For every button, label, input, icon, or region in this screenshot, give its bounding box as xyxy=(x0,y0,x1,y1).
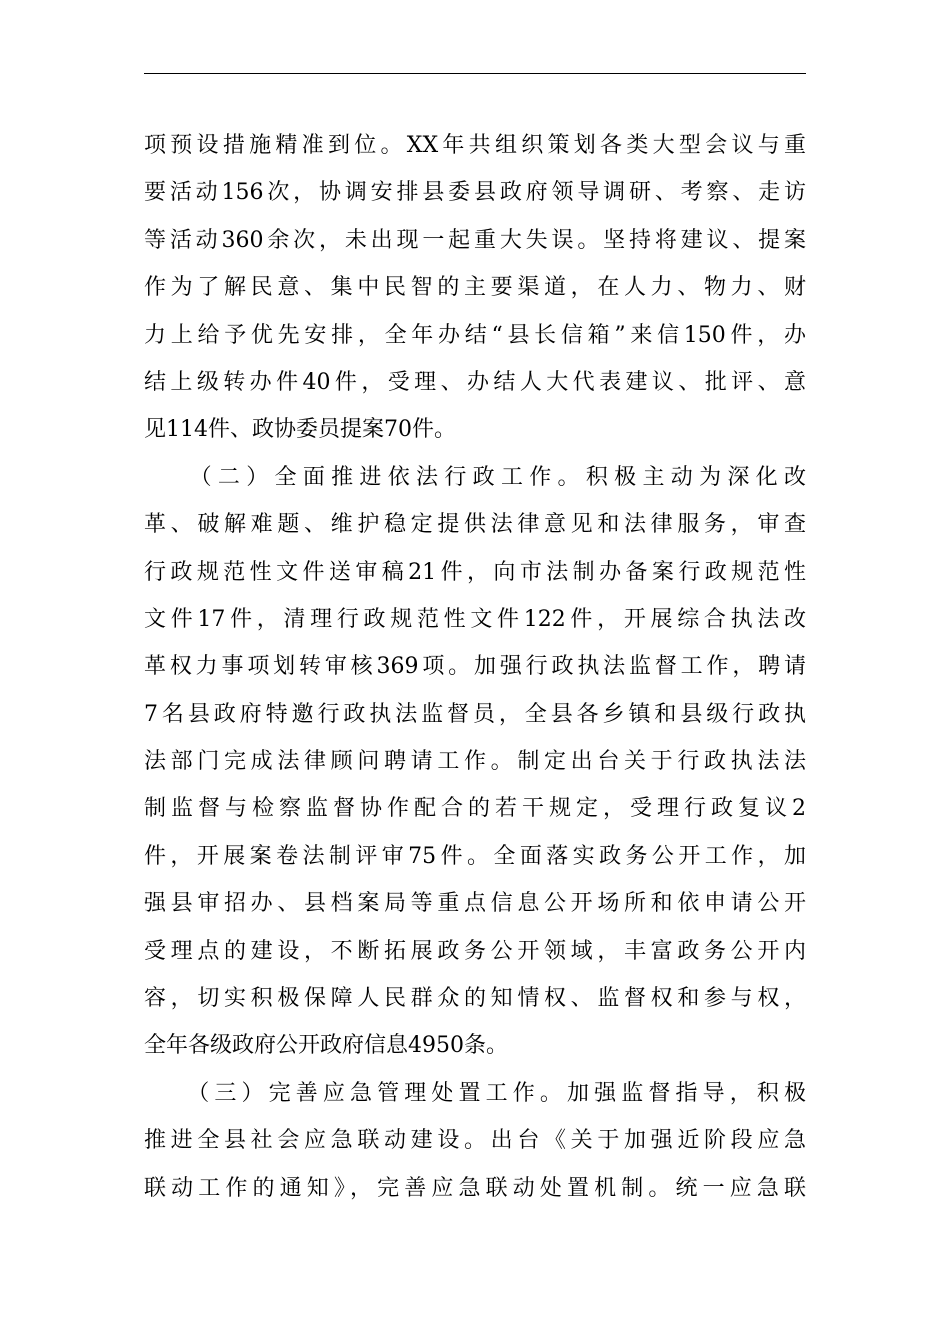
text-line: 革、破解难题、维护稳定提供法律意见和法律服务，审查 xyxy=(144,512,806,538)
document-body xyxy=(144,122,806,1212)
text-line: 结上级转办件40件，受理、办结人大代表建议、批评、意 xyxy=(144,369,806,395)
text-line: 行政规范性文件送审稿21件，向市法制办备案行政规范性 xyxy=(144,559,806,585)
header-rule xyxy=(144,73,806,74)
text-line: 文件17件，清理行政规范性文件122件，开展综合执法改 xyxy=(144,606,806,632)
text-line: 要活动156次，协调安排县委县政府领导调研、考察、走访 xyxy=(144,180,806,206)
text-line: 作为了解民意、集中民智的主要渠道，在人力、物力、财 xyxy=(144,275,806,301)
text-line: 件，开展案卷法制评审75件。全面落实政务公开工作，加 xyxy=(144,843,806,869)
text-line: 力上给予优先安排，全年办结“县长信箱”来信150件，办 xyxy=(144,322,806,348)
text-line: 7名县政府特邀行政执法监督员，全县各乡镇和县级行政执 xyxy=(144,701,806,727)
text-line: 推进全县社会应急联动建设。出台《关于加强近阶段应急 xyxy=(144,1128,806,1154)
text-line: 容，切实积极保障人民群众的知情权、监督权和参与权， xyxy=(144,986,806,1012)
text-line: 法部门完成法律顾问聘请工作。制定出台关于行政执法法 xyxy=(144,749,806,775)
text-line: （三）完善应急管理处置工作。加强监督指导，积极 xyxy=(144,1080,806,1106)
text-line: 制监督与检察监督协作配合的若干规定，受理行政复议2 xyxy=(144,796,806,822)
text-line: （二）全面推进依法行政工作。积极主动为深化改 xyxy=(144,464,806,490)
text-line: 强县审招办、县档案局等重点信息公开场所和依申请公开 xyxy=(144,891,806,917)
text-line: 见114件、政协委员提案70件。 xyxy=(144,417,456,443)
text-line: 项预设措施精准到位。XX年共组织策划各类大型会议与重 xyxy=(144,133,806,158)
text-line: 受理点的建设，不断拓展政务公开领域，丰富政务公开内 xyxy=(144,938,806,964)
text-line: 联动工作的通知》，完善应急联动处置机制。统一应急联 xyxy=(144,1175,806,1201)
text-line: 等活动360余次，未出现一起重大失误。坚持将建议、提案 xyxy=(144,227,806,253)
text-line: 革权力事项划转审核369项。加强行政执法监督工作，聘请 xyxy=(144,654,806,680)
text-line: 全年各级政府公开政府信息4950条。 xyxy=(144,1033,508,1059)
